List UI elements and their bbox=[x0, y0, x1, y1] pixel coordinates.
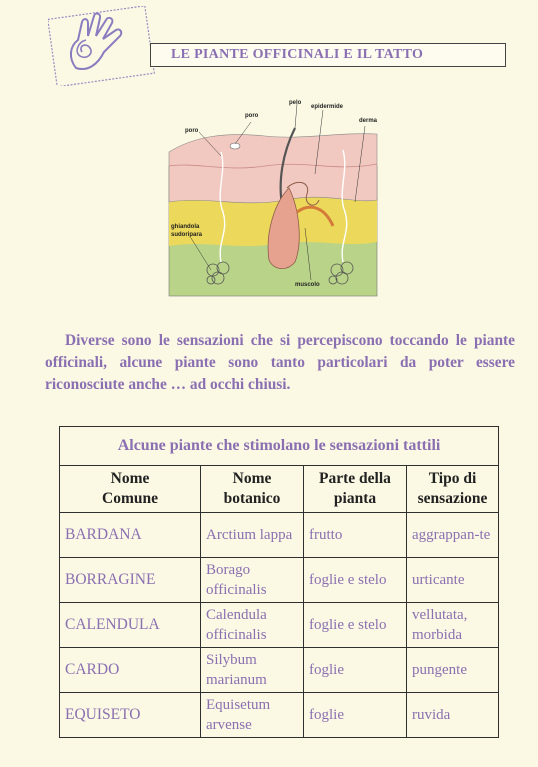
cell-tipo-sensazione: vellutata, morbida bbox=[407, 603, 499, 648]
header-nome-comune: Nome Comune bbox=[60, 466, 201, 513]
label-epidermide: epidermide bbox=[311, 104, 344, 110]
cell-nome-botanico: Equisetum arvense bbox=[201, 693, 304, 738]
cell-nome-comune: BARDANA bbox=[60, 513, 201, 558]
cell-nome-botanico: Silybum marianum bbox=[201, 648, 304, 693]
header-tipo-sensazione: Tipo di sensazione bbox=[407, 466, 499, 513]
label-sudoripara: sudoripara bbox=[171, 232, 203, 238]
hand-logo-icon bbox=[48, 6, 158, 86]
intro-text: Diverse sono le sensazioni che si percepiscono toccando le piante officinali, alcune piante sono tanto particolari da poter essere riconosciute anche … ad occhi chiusi. bbox=[45, 332, 515, 393]
table-row bbox=[60, 693, 499, 738]
cell-nome-comune: CALENDULA bbox=[60, 603, 201, 648]
cell-nome-comune: EQUISETO bbox=[60, 693, 201, 738]
label-muscolo: muscolo bbox=[295, 282, 320, 288]
header-parte-pianta: Parte della pianta bbox=[304, 466, 407, 513]
cell-parte-pianta: foglie e stelo bbox=[304, 558, 407, 603]
skin-diagram bbox=[165, 92, 385, 300]
cell-nome-comune: CARDO bbox=[60, 648, 201, 693]
cell-tipo-sensazione: aggrappan-te bbox=[407, 513, 499, 558]
label-derma: derma bbox=[359, 118, 378, 124]
cell-nome-comune: BORRAGINE bbox=[60, 558, 201, 603]
page-title: LE PIANTE OFFICINALI E IL TATTO bbox=[171, 47, 424, 62]
cell-tipo-sensazione: pungente bbox=[407, 648, 499, 693]
cell-nome-botanico: Arctium lappa bbox=[201, 513, 304, 558]
label-poro-top: poro bbox=[245, 113, 259, 119]
table-row bbox=[60, 648, 499, 693]
plants-table bbox=[59, 426, 499, 738]
cell-parte-pianta: frutto bbox=[304, 513, 407, 558]
cell-parte-pianta: foglie bbox=[304, 648, 407, 693]
label-ghiandola: ghiandola bbox=[171, 224, 200, 230]
epidermis-layer bbox=[169, 134, 377, 203]
table-row bbox=[60, 603, 499, 648]
table-caption: Alcune piante che stimolano le sensazioni tattili bbox=[60, 427, 499, 466]
cell-nome-botanico: Borago officinalis bbox=[201, 558, 304, 603]
header-nome-botanico: Nome botanico bbox=[201, 466, 304, 513]
cell-tipo-sensazione: ruvida bbox=[407, 693, 499, 738]
table-header-row bbox=[60, 466, 499, 513]
table-row bbox=[60, 513, 499, 558]
label-pelo: pelo bbox=[289, 100, 302, 106]
cell-tipo-sensazione: urticante bbox=[407, 558, 499, 603]
cell-parte-pianta: foglie e stelo bbox=[304, 603, 407, 648]
label-poro-left: poro bbox=[185, 128, 199, 134]
cell-parte-pianta: foglie bbox=[304, 693, 407, 738]
table-row bbox=[60, 558, 499, 603]
cell-nome-botanico: Calendula officinalis bbox=[201, 603, 304, 648]
title-box bbox=[150, 43, 506, 67]
